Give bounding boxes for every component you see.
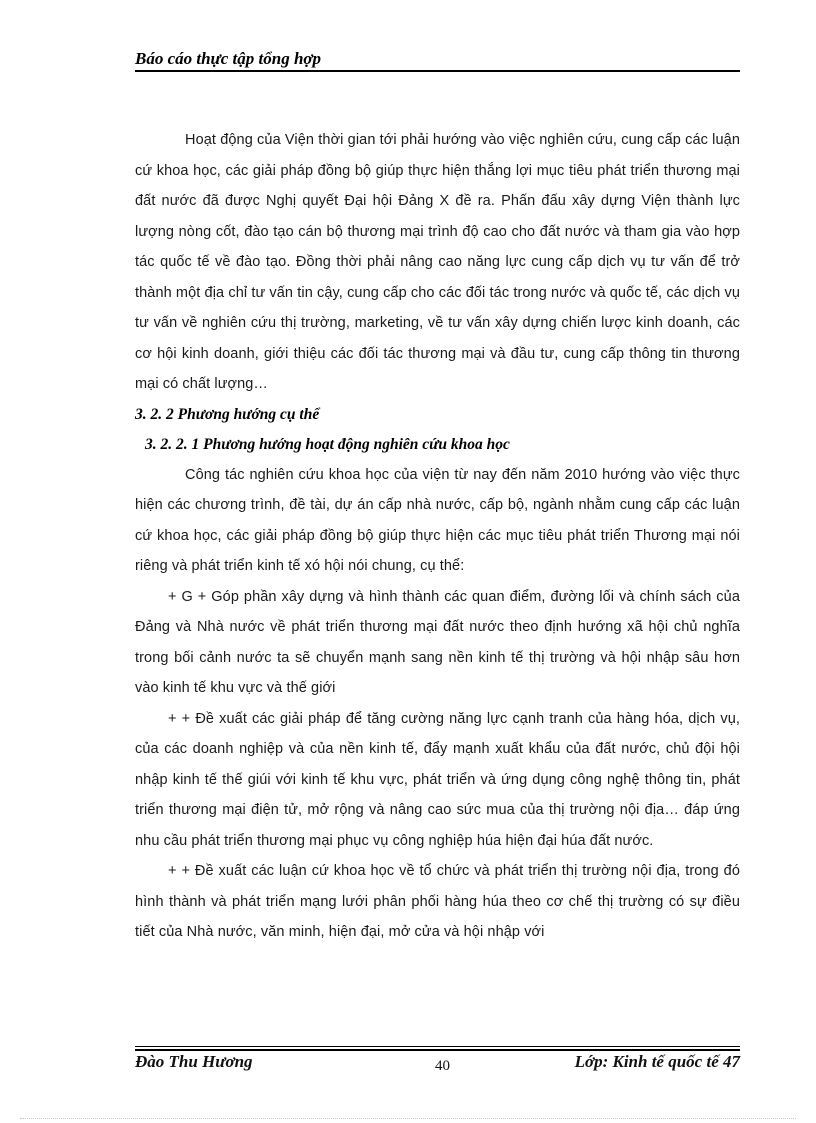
bullet-domestic-market: + + Đề xuất các luận cứ khoa học về tổ chức và phát triển thị trường nội địa, trong đó hình thành và phát triển mạng lưới phân phối hàng húa theo cơ chế thị trường có sự điều tiết của Nhà nước, văn minh, hiện đại, mở cửa và hội nhập với: [135, 863, 740, 940]
header-rule: [135, 70, 740, 72]
footer-author: Đào Thu Hương: [135, 1052, 253, 1071]
section-heading: 3. 2. 2 Phương hướng cụ thể: [135, 405, 320, 423]
paragraph-intro: Hoạt động của Viện thời gian tới phải hướng vào việc nghiên cứu, cung cấp các luận cứ khoa học, các giải pháp đồng bộ giúp thực hiện thắng lợi mục tiêu phát triển thương mại đất nước đã được Nghị quyết Đại hội Đảng X đề ra. Phấn đấu xây dựng Viện thành lực lượng nòng cốt, đào tạo cán bộ thương mại trình độ cao cho đất nước và tham gia vào hợp tác quốc tế về đào tạo. Đồng thời phải nâng cao năng lực cung cấp dịch vụ tư vấn để trở thành một địa chỉ tư vấn tin cậy, cung cấp cho các đối tác trong nước và quốc tế, các dịch vụ tư vấn về nghiên cứu thị trường, marketing, về tư vấn xây dựng chiến lược kinh doanh, các cơ hội kinh doanh, giới thiệu các đối tác thương mại và đầu tư, cung cấp thông tin thương mại có chất lượng…: [135, 132, 740, 392]
document-body: [135, 125, 740, 948]
footer-rule-thin: [135, 1046, 740, 1047]
subsection-heading: 3. 2. 2. 1 Phương hướng hoạt động nghiên cứu khoa học: [145, 435, 510, 453]
footer-class: Lớp: Kinh tế quốc tế 47: [574, 1052, 740, 1071]
page-header: [135, 48, 740, 70]
page-footer: [135, 1052, 740, 1078]
footer-rule-thick: [135, 1049, 740, 1051]
page-edge-divider: [20, 1118, 796, 1119]
bullet-policy: + G + Góp phần xây dựng và hình thành các quan điểm, đường lối và chính sách của Đảng và Nhà nước về phát triển thương mại đất nước theo định hướng xã hội chủ nghĩa trong bối cảnh nước ta sẽ chuyển mạnh sang nền kinh tế thị trường và hội nhập sâu hơn vào kinh tế khu vực và thế giới: [135, 588, 740, 696]
page-number: 40: [435, 1058, 450, 1074]
paragraph-research: Công tác nghiên cứu khoa học của viện từ nay đến năm 2010 hướng vào việc thực hiện các chương trình, đề tài, dự án cấp nhà nước, cấp bộ, ngành nhằm cung cấp các luận cứ khoa học, các giải pháp đồng bộ giúp thực hiện các mục tiêu phát triển Thương mại nói riêng và phát triển kinh tế xó hội nói chung, cụ thể:: [135, 466, 740, 574]
header-title: Báo cáo thực tập tổng hợp: [135, 49, 322, 68]
bullet-competitiveness: + + Đề xuất các giải pháp để tăng cường năng lực cạnh tranh của hàng hóa, dịch vụ, của các doanh nghiệp và của nền kinh tế, đẩy mạnh xuất khẩu của đất nước, chủ đội hội nhập kinh tế thế giúi với kinh tế khu vực, phát triển và ứng dụng công nghệ thông tin, phát triển thương mại điện tử, mở rộng và nâng cao sức mua của thị trường nội địa… đáp ứng nhu cầu phát triển thương mại phục vụ công nghiệp húa hiện đại húa đất nước.: [135, 710, 740, 849]
